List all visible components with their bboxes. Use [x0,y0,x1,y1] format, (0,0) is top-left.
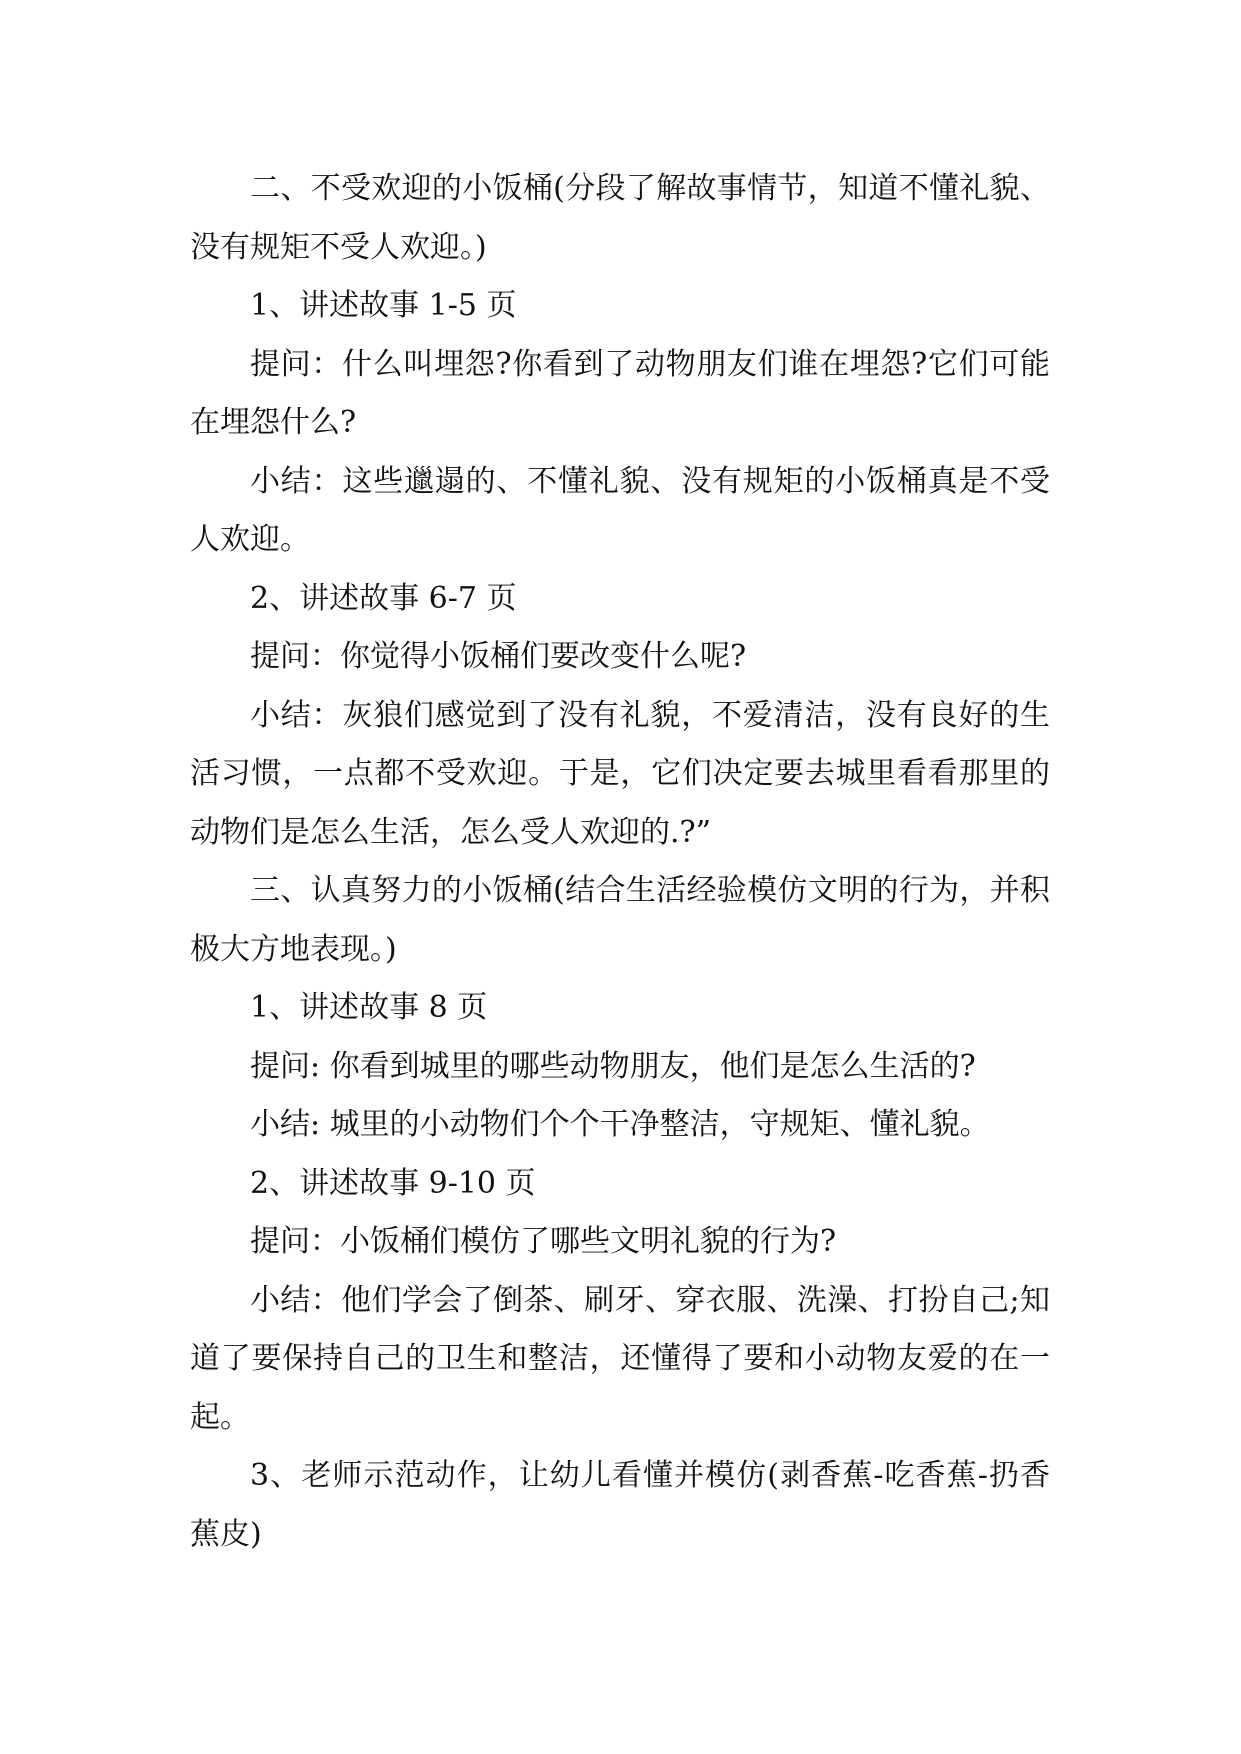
question-paragraph: 提问：小饭桶们模仿了哪些文明礼貌的行为? [250,1224,837,1259]
step-heading: 2、讲述故事 6-7 页 [250,580,517,616]
question-paragraph: 提问: 你看到城里的哪些动物朋友，他们是怎么生活的? [250,1048,976,1084]
summary-paragraph: 小结：这些邋遢的、不懂礼貌、没有规矩的小饭桶真是不受人欢迎。 [190,463,1050,557]
section-heading-diligent: 三、认真努力的小饭桶(结合生活经验模仿文明的行为，并积极大方地表现。) [190,873,1050,967]
summary-paragraph: 小结: 城里的小动物们个个干净整洁，守规矩、懂礼貌。 [250,1107,990,1142]
question-paragraph: 提问：你觉得小饭桶们要改变什么呢? [250,639,747,674]
summary-paragraph: 小结：灰狼们感觉到了没有礼貌，不爱清洁，没有良好的生活习惯，一点都不受欢迎。于是，它们决定要去城里看看那里的动物们是怎么生活，怎么受人欢迎的.?” [190,697,1050,850]
step-heading: 1、讲述故事 8 页 [250,990,488,1025]
step-heading: 3、老师示范动作，让幼儿看懂并模仿(剥香蕉-吃香蕉-扔香蕉皮) [190,1458,1050,1552]
document-body [190,160,1050,1564]
step-heading: 2、讲述故事 9-10 页 [250,1165,536,1201]
question-paragraph: 提问：什么叫埋怨?你看到了动物朋友们谁在埋怨?它们可能在埋怨什么? [190,346,1050,440]
step-heading: 1、讲述故事 1-5 页 [250,288,517,323]
summary-paragraph: 小结：他们学会了倒茶、刷牙、穿衣服、洗澡、打扮自己;知道了要保持自己的卫生和整洁，还懂得了要和小动物友爱的在一起。 [190,1282,1050,1435]
section-heading-unpopular: 二、不受欢迎的小饭桶(分段了解故事情节，知道不懂礼貌、没有规矩不受人欢迎。) [190,171,1050,265]
